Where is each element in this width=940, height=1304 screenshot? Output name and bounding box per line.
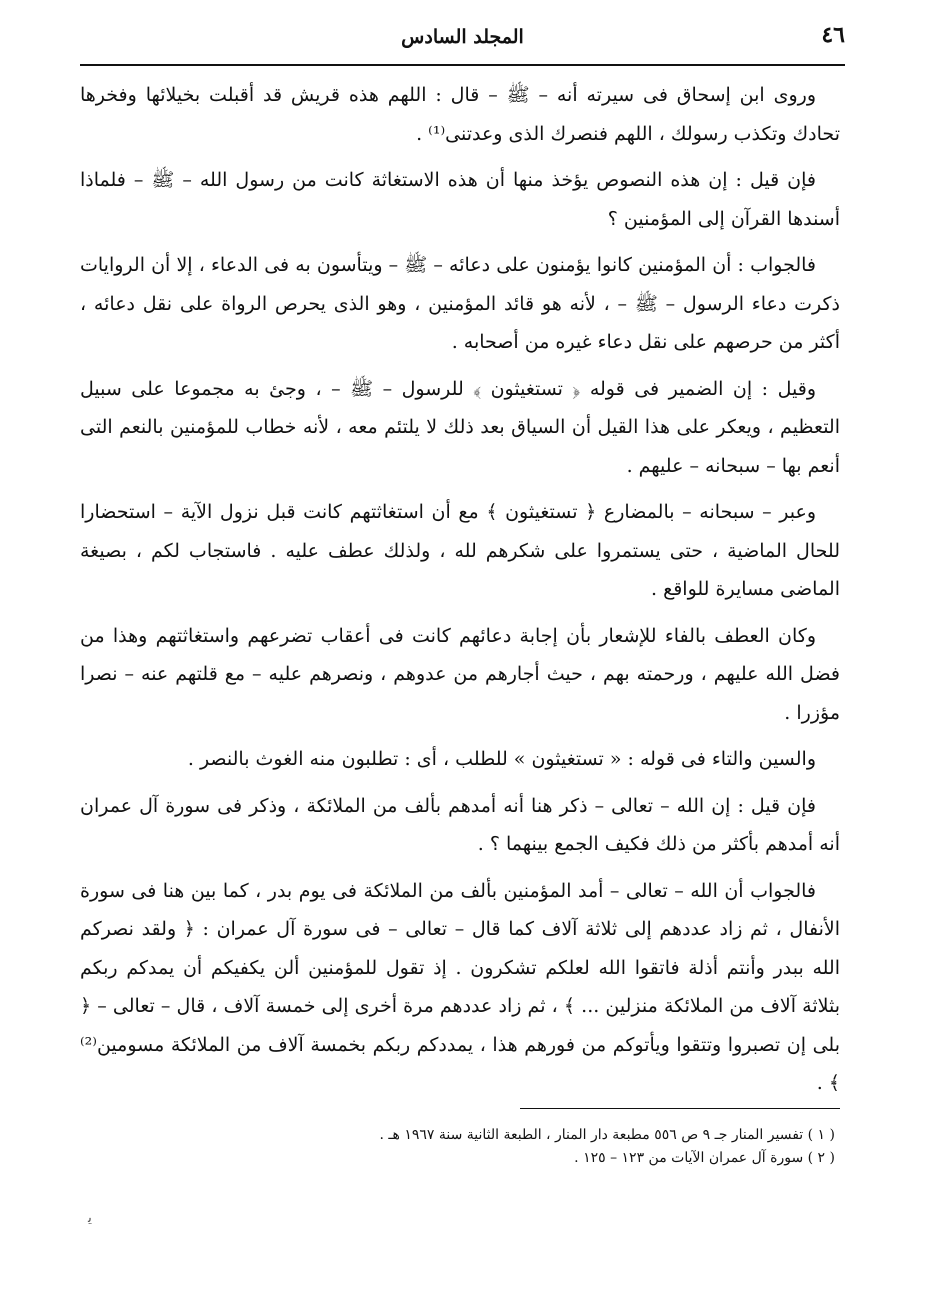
paragraph: والسين والتاء فى قوله : « تستغيثون » للطلب ، أى : تطلبون منه الغوث بالنصر . (187, 748, 816, 770)
footnote: ( ٢ ) سورة آل عمران الآيات من ١٢٣ – ١٢٥ . (574, 1150, 835, 1166)
paragraph: وقيل : إن الضمير فى قوله ﴿ تستغيثون ﴾ للرسول – ﷺ – ، وجئ به مجموعا على سبيل التعظيم ، ويعكر على هذا القيل أن السياق بعد ذلك لا يلتئم معه ، لأنه خطاب للمؤمنين بالنعم التى أنعم بها – سبحانه – عليهم . (80, 377, 840, 477)
header-rule (80, 64, 845, 66)
paragraph: فالجواب : أن المؤمنين كانوا يؤمنون على دعائه – ﷺ – ويتأسون به فى الدعاء ، إلا أن الروايات ذكرت دعاء الرسول – ﷺ – ، لأنه هو قائد المؤمنين ، وهو الذى يحرص الرواة على نقل دعائه ، أكثر من حرصهم على نقل دعاء غيره من أصحابه . (80, 254, 840, 353)
page-number: ٤٦ (821, 22, 845, 48)
paragraph: فإن قيل : إن هذه النصوص يؤخذ منها أن هذه الاستغاثة كانت من رسول الله – ﷺ – فلماذا أسندها القرآن إلى المؤمنين ؟ (80, 169, 840, 230)
footnotes (240, 1124, 835, 1170)
footnote: ( ١ ) تفسير المنار جـ ٩ ص ٥٥٦ مطبعة دار المنار ، الطبعة الثانية سنة ١٩٦٧ هـ . (379, 1127, 835, 1143)
paragraph: وكان العطف بالفاء للإشعار بأن إجابة دعائهم كانت فى أعقاب تضرعهم واستغاثتهم وهذا من فضل الله عليهم ، ورحمته بهم ، حيث أجارهم من عدوهم ، ونصرهم عليه – مع قلتهم عنه – نصرا مؤزرا . (80, 624, 840, 724)
body-text (80, 76, 840, 1111)
margin-mark: ﯾ (88, 1210, 92, 1226)
paragraph: وروى ابن إسحاق فى سيرته أنه – ﷺ – قال : اللهم هذه قريش قد أقبلت بخيلائها وفخرها تحادك وتكذب رسولك ، اللهم فنصرك الذى وعدتنى⁽¹⁾ . (80, 84, 840, 145)
paragraph: وعبر – سبحانه – بالمضارع ﴿ تستغيثون ﴾ مع أن استغاثتهم كانت قبل نزول الآية – استحضارا للحال الماضية ، حتى يستمروا على شكرهم لله ، ولذلك عطف عليه . فاستجاب لكم ، بصيغة الماضى مسايرة للواقع . (80, 501, 840, 600)
footnote-rule (520, 1108, 840, 1109)
paragraph: فإن قيل : إن الله – تعالى – ذكر هنا أنه أمدهم بألف من الملائكة ، وذكر فى سورة آل عمران أنه أمدهم بأكثر من ذلك فكيف الجمع بينهما ؟ . (80, 794, 840, 855)
paragraph: فالجواب أن الله – تعالى – أمد المؤمنين بألف من الملائكة فى يوم بدر ، كما بين هنا فى سورة الأنفال ، ثم زاد عددهم إلى ثلاثة آلاف كما قال – تعالى – فى سورة آل عمران : ﴿ ولقد نصركم الله ببدر وأنتم أذلة فاتقوا الله لعلكم تشكرون . إذ تقول للمؤمنين ألن يكفيكم أن يمدكم ربكم بثلاثة آلاف من الملائكة منزلين ... ﴾ ، ثم زاد عددهم مرة أخرى إلى خمسة آلاف ، قال – تعالى – ﴿ بلى إن تصبروا وتتقوا ويأتوكم من فورهم هذا ، يمددكم ربكم بخمسة آلاف من الملائكة مسومين⁽²⁾ ﴾ . (80, 879, 840, 1094)
running-head (80, 20, 845, 60)
volume-title: المجلد السادس (401, 26, 524, 48)
